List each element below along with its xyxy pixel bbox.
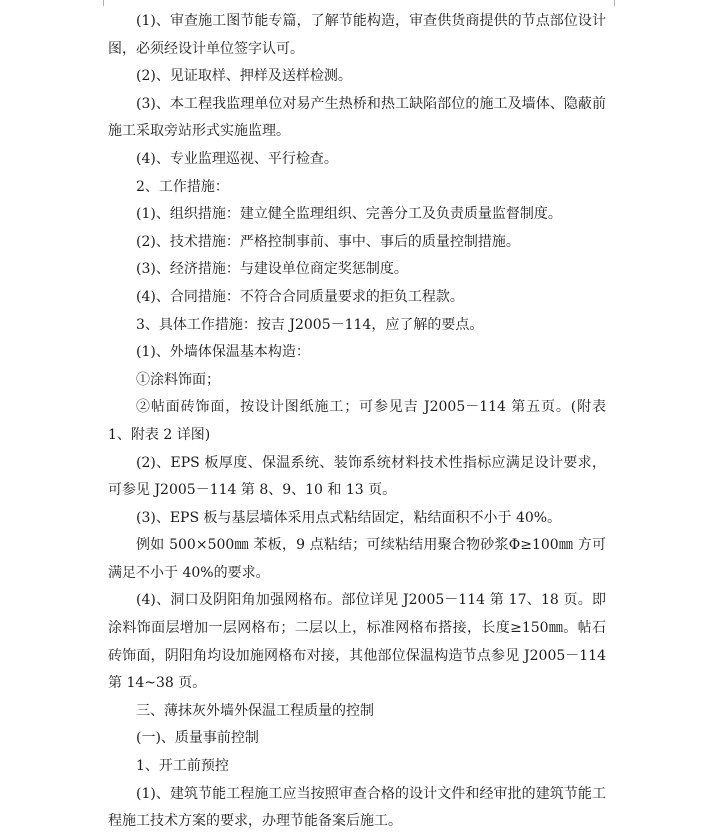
list-item: ①涂料饰面； (136, 371, 220, 388)
paragraph: (1)、组织措施：建立健全监理组织、完善分工及负责质量监督制度。 (136, 206, 562, 223)
list-item: ②帖面砖饰面，按设计图纸施工；可参见吉 J2005－114 第五页。(附表 1、附表 2 详图) (108, 399, 606, 443)
paragraph: (1)、审查施工图节能专篇，了解节能构造，审查供货商提供的节点部位设计图，必须经设计单位签字认可。 (108, 13, 606, 57)
paragraph: (3)、EPS 板与基层墙体采用点式粘结固定，粘结面积不小于 40%。 (136, 509, 562, 526)
paragraph: (3)、经济措施：与建设单位商定奖惩制度。 (136, 261, 408, 278)
paragraph: 例如 500×500㎜ 苯板，9 点粘结；可续粘结用聚合物砂浆Φ≥100㎜ 方可满足不小于 40%的要求。 (108, 537, 606, 581)
document-body (108, 8, 606, 836)
paragraph: (1)、建筑节能工程施工应当按照审查合格的设计文件和经审批的建筑节能工程施工技术方案的要求，办理节能备案后施工。 (108, 785, 606, 830)
margin-corner-mark-left (89, 0, 104, 6)
paragraph: (2)、见证取样、押样及送样检测。 (136, 68, 352, 85)
paragraph: (4)、合同措施：不符合合同质量要求的拒负工程款。 (136, 288, 464, 305)
margin-corner-mark-right (614, 0, 629, 6)
paragraph: (4)、洞口及阴阳角加强网格布。部位详见 J2005－114 第 17、18 页。即涂料饰面层增加一层网格布；二层以上，标准网格布搭接，长度≥150㎜。帖石砖饰面，阴阳角均设加施网格布对接，其他部位保温构造节点参见 J2005－114 第 14~38 页。 (108, 592, 606, 692)
paragraph: (3)、本工程我监理单位对易产生热桥和热工缺陷部位的施工及墙体、隐蔽前施工采取旁站形式实施监理。 (108, 95, 606, 140)
paragraph: (1)、外墙体保温基本构造： (136, 344, 310, 361)
section-heading: 3、具体工作措施：按吉 J2005－114，应了解的要点。 (136, 316, 484, 333)
paragraph: (2)、EPS 板厚度、保温系统、装饰系统材料技术性指标应满足设计要求，可参见 J2005－114 第 8、9、10 和 13 页。 (108, 454, 606, 499)
paragraph: (2)、技术措施：严格控制事前、事中、事后的质量控制措施。 (136, 233, 520, 250)
paragraph: (4)、专业监理巡视、平行检查。 (136, 150, 338, 167)
section-heading: 三、薄抹灰外墙外保温工程质量的控制 (136, 702, 374, 719)
subsection-heading: 1、开工前预控 (136, 758, 229, 775)
subsection-heading: (一)、质量事前控制 (136, 730, 259, 747)
section-heading: 2、工作措施： (136, 178, 229, 195)
